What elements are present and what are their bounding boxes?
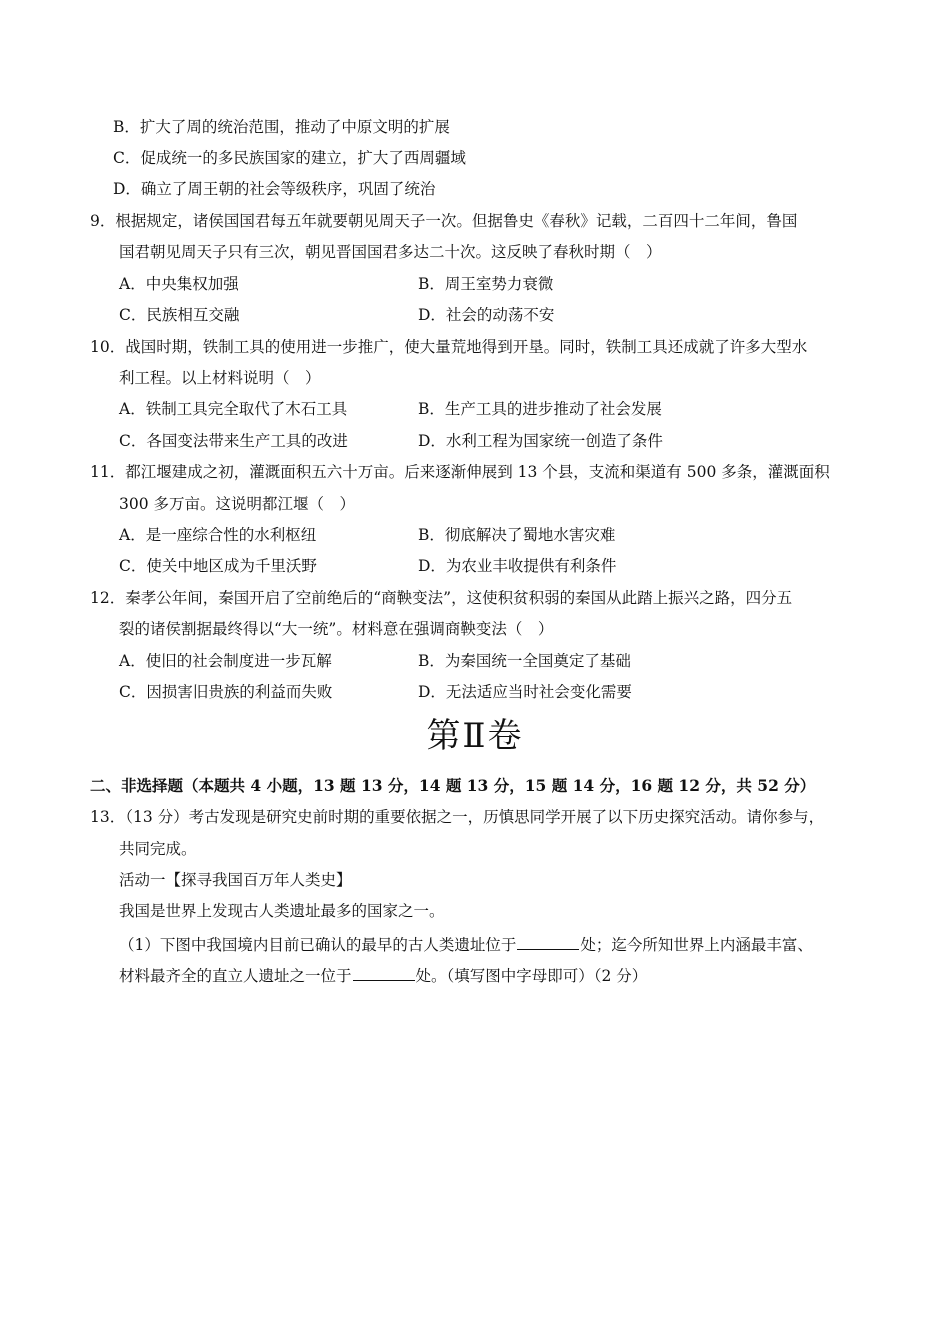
q8-option-d: D．确立了周王朝的社会等级秩序，巩固了统治 [113,180,436,198]
q11-option-a: A．是一座综合性的水利枢纽 [119,526,317,544]
q9-option-d: D．社会的动荡不安 [418,306,555,324]
q9-option-a: A．中央集权加强 [119,275,239,293]
q8-option-b: B．扩大了周的统治范围，推动了中原文明的扩展 [113,118,450,136]
q12-option-c: C．因损害旧贵族的利益而失败 [119,683,333,701]
q13-part1-text-b: 处；迄今所知世界上内涵最丰富、 [580,936,813,954]
q11-stem-line2: 300 多万亩。这说明都江堰（ ） [119,495,356,513]
section-title: 第Ⅱ卷 [426,716,524,756]
q13-intro: 我国是世界上发现古人类遗址最多的国家之一。 [119,902,445,920]
q10-stem-line1: 10．战国时期，铁制工具的使用进一步推广，使大量荒地得到开垦。同时，铁制工具还成就了许多大型水 [90,338,808,356]
answer-blank-2[interactable] [353,964,415,981]
section-heading: 二、非选择题（本题共 4 小题，13 题 13 分，14 题 13 分，15 题 14 分，16 题 12 分，共 52 分） [90,776,816,795]
q9-option-c: C．民族相互交融 [119,306,240,324]
q13-activity-title: 活动一【探寻我国百万年人类史】 [119,871,352,889]
q12-stem-line2: 裂的诸侯割据最终得以“大一统”。材料意在强调商鞅变法（ ） [119,620,554,638]
q12-option-a: A．使旧的社会制度进一步瓦解 [119,652,332,670]
q8-option-c: C．促成统一的多民族国家的建立，扩大了西周疆域 [113,149,466,167]
q9-stem-line1: 9．根据规定，诸侯国国君每五年就要朝见周天子一次。但据鲁史《春秋》记载，二百四十二年间，鲁国 [90,212,798,230]
answer-blank-1[interactable] [517,933,579,950]
q12-option-d: D．无法适应当时社会变化需要 [418,683,632,701]
q13-stem-line1: 13．（13 分）考古发现是研究史前时期的重要依据之一，历慎思同学开展了以下历史探究活动。请你参与， [90,808,825,826]
q11-option-d: D．为农业丰收提供有利条件 [418,557,617,575]
q10-option-b: B．生产工具的进步推动了社会发展 [418,400,662,418]
q10-option-a: A．铁制工具完全取代了木石工具 [119,400,348,418]
q12-stem-line1: 12．秦孝公年间，秦国开启了空前绝后的“商鞅变法”，这使积贫积弱的秦国从此踏上振兴之路，四分五 [90,589,793,607]
q13-part1-line1 [119,933,813,955]
q10-option-d: D．水利工程为国家统一创造了条件 [418,432,663,450]
q10-option-c: C．各国变法带来生产工具的改进 [119,432,348,450]
q11-stem-line1: 11．都江堰建成之初，灌溉面积五六十万亩。后来逐渐伸展到 13 个县，支流和渠道有 500 多条，灌溉面积 [90,463,830,481]
q11-option-b: B．彻底解决了蜀地水害灾难 [418,526,616,544]
q13-part1-text-d: 处。（填写图中字母即可）（2 分） [415,967,648,985]
q9-option-b: B．周王室势力衰微 [418,275,554,293]
q10-stem-line2: 利工程。以上材料说明（ ） [119,369,321,387]
q11-option-c: C．使关中地区成为千里沃野 [119,557,317,575]
q12-option-b: B．为秦国统一全国奠定了基础 [418,652,631,670]
q13-stem-line2: 共同完成。 [119,840,197,858]
q13-part1-line2 [119,964,647,986]
q13-part1-text-a: （1）下图中我国境内目前已确认的最早的古人类遗址位于 [119,936,517,954]
q9-stem-line2: 国君朝见周天子只有三次，朝见晋国国君多达二十次。这反映了春秋时期（ ） [119,243,662,261]
q13-part1-text-c: 材料最齐全的直立人遗址之一位于 [119,967,352,985]
